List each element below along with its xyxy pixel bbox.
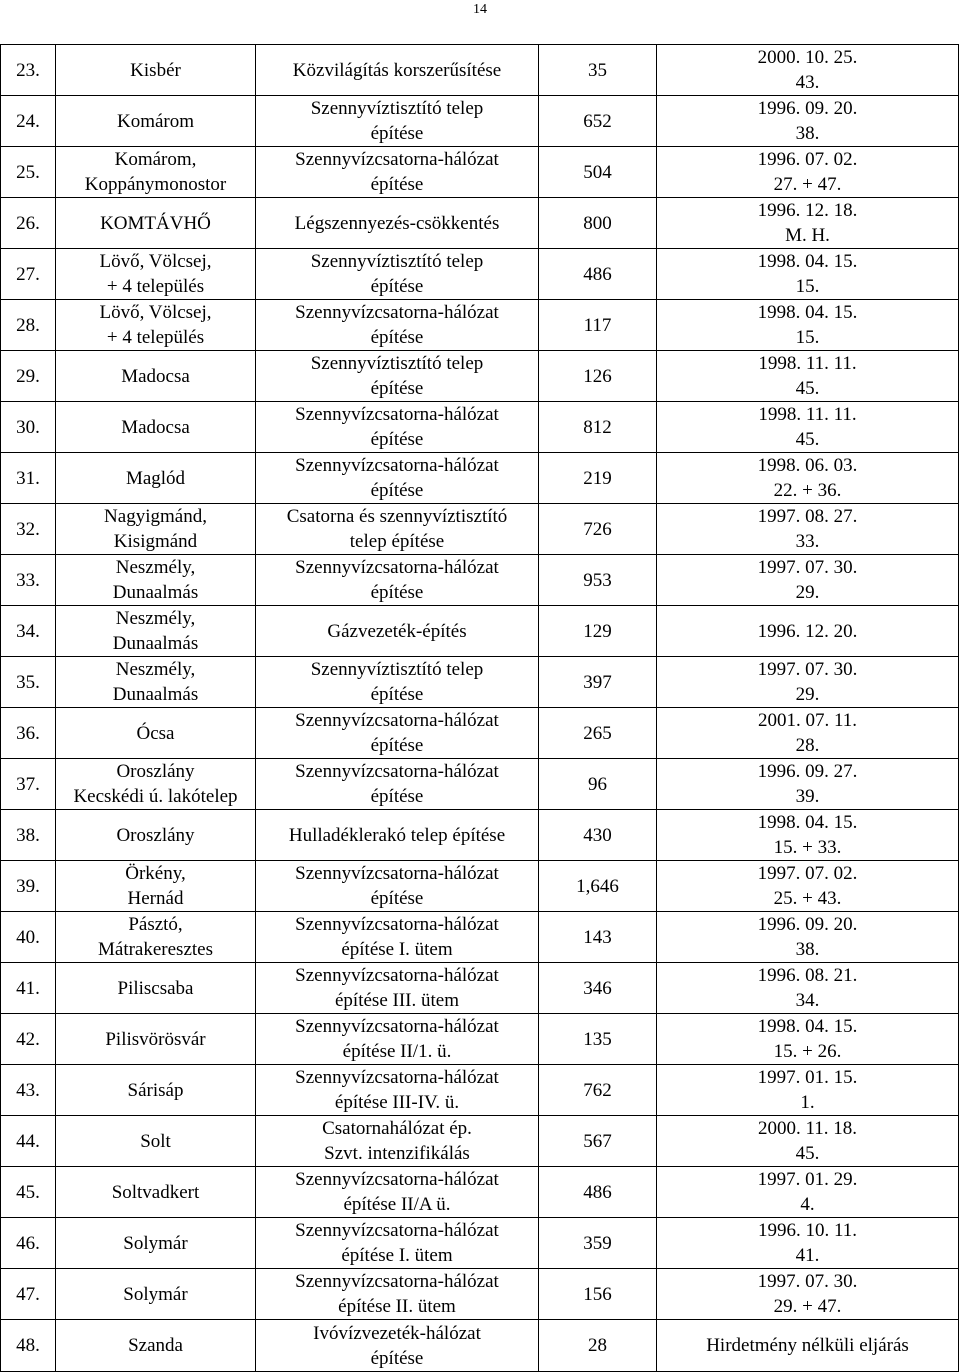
- project-name: Szennyvíztisztító telep építése: [256, 249, 539, 300]
- decision-date: 1996. 09. 27. 39.: [657, 759, 959, 810]
- decision-date: 1996. 09. 20. 38.: [657, 912, 959, 963]
- place-name: Lövő, Völcsej, + 4 település: [56, 300, 256, 351]
- table-row: [1, 708, 959, 759]
- place-name: Neszmély, Dunaalmás: [56, 606, 256, 657]
- table-row: [1, 198, 959, 249]
- amount-value: 96: [539, 759, 657, 810]
- table-row: [1, 1014, 959, 1065]
- table-row: [1, 1218, 959, 1269]
- page-number: 14: [473, 2, 487, 17]
- amount-value: 567: [539, 1116, 657, 1167]
- project-name: Szennyvíztisztító telep építése: [256, 351, 539, 402]
- decision-date: 1997. 08. 27. 33.: [657, 504, 959, 555]
- place-name: Nagyigmánd, Kisigmánd: [56, 504, 256, 555]
- table-row: [1, 912, 959, 963]
- decision-date: 1997. 07. 30. 29.: [657, 657, 959, 708]
- project-name: Szennyvízcsatorna-hálózat építése: [256, 555, 539, 606]
- place-name: Madocsa: [56, 402, 256, 453]
- amount-value: 117: [539, 300, 657, 351]
- place-name: Sárisáp: [56, 1065, 256, 1116]
- decision-date: 1996. 09. 20. 38.: [657, 96, 959, 147]
- project-name: Csatornahálózat ép. Szvt. intenzifikálás: [256, 1116, 539, 1167]
- decision-date: 1996. 08. 21. 34.: [657, 963, 959, 1014]
- row-number: 43.: [1, 1065, 56, 1116]
- amount-value: 156: [539, 1269, 657, 1320]
- row-number: 26.: [1, 198, 56, 249]
- amount-value: 265: [539, 708, 657, 759]
- table-row: [1, 504, 959, 555]
- decision-date: 1997. 01. 29. 4.: [657, 1167, 959, 1218]
- place-name: Maglód: [56, 453, 256, 504]
- decision-date: 1998. 11. 11. 45.: [657, 351, 959, 402]
- project-name: Szennyvízcsatorna-hálózat építése: [256, 300, 539, 351]
- amount-value: 28: [539, 1320, 657, 1372]
- project-name: Szennyvízcsatorna-hálózat építése II. ütem: [256, 1269, 539, 1320]
- project-name: Légszennyezés-csökkentés: [256, 198, 539, 249]
- amount-value: 504: [539, 147, 657, 198]
- place-name: Örkény, Hernád: [56, 861, 256, 912]
- decision-date: 1998. 06. 03. 22. + 36.: [657, 453, 959, 504]
- amount-value: 219: [539, 453, 657, 504]
- row-number: 41.: [1, 963, 56, 1014]
- row-number: 34.: [1, 606, 56, 657]
- decision-date: 2000. 11. 18. 45.: [657, 1116, 959, 1167]
- table-row: [1, 453, 959, 504]
- row-number: 33.: [1, 555, 56, 606]
- row-number: 42.: [1, 1014, 56, 1065]
- row-number: 47.: [1, 1269, 56, 1320]
- project-name: Szennyvíztisztító telep építése: [256, 96, 539, 147]
- row-number: 31.: [1, 453, 56, 504]
- table-row: [1, 45, 959, 96]
- project-name: Közvilágítás korszerűsítése: [256, 45, 539, 96]
- table-row: [1, 1116, 959, 1167]
- amount-value: 35: [539, 45, 657, 96]
- row-number: 25.: [1, 147, 56, 198]
- amount-value: 726: [539, 504, 657, 555]
- decision-date: 2000. 10. 25. 43.: [657, 45, 959, 96]
- place-name: Pilisvörösvár: [56, 1014, 256, 1065]
- table-row: [1, 300, 959, 351]
- row-number: 40.: [1, 912, 56, 963]
- amount-value: 486: [539, 1167, 657, 1218]
- amount-value: 126: [539, 351, 657, 402]
- table-row: [1, 96, 959, 147]
- place-name: Neszmély, Dunaalmás: [56, 657, 256, 708]
- decision-date: 1997. 07. 30. 29.: [657, 555, 959, 606]
- decision-date: 1998. 11. 11. 45.: [657, 402, 959, 453]
- place-name: Ócsa: [56, 708, 256, 759]
- project-name: Szennyvízcsatorna-hálózat építése II/A ü.: [256, 1167, 539, 1218]
- project-name: Szennyvízcsatorna-hálózat építése: [256, 759, 539, 810]
- decision-date: Hirdetmény nélküli eljárás: [657, 1320, 959, 1372]
- decision-date: 1998. 04. 15. 15. + 26.: [657, 1014, 959, 1065]
- place-name: Pásztó, Mátrakeresztes: [56, 912, 256, 963]
- row-number: 39.: [1, 861, 56, 912]
- table-row: [1, 759, 959, 810]
- project-name: Szennyvízcsatorna-hálózat építése: [256, 402, 539, 453]
- table-body: [1, 45, 959, 1372]
- table-row: [1, 810, 959, 861]
- project-table: [0, 44, 959, 1372]
- table-row: [1, 555, 959, 606]
- table-row: [1, 657, 959, 708]
- project-name: Hulladéklerakó telep építése: [256, 810, 539, 861]
- project-name: Szennyvízcsatorna-hálózat építése: [256, 708, 539, 759]
- place-name: Komárom, Koppánymonostor: [56, 147, 256, 198]
- place-name: Oroszlány: [56, 810, 256, 861]
- place-name: Madocsa: [56, 351, 256, 402]
- decision-date: 1996. 12. 18. M. H.: [657, 198, 959, 249]
- amount-value: 800: [539, 198, 657, 249]
- table-row: [1, 147, 959, 198]
- place-name: Kisbér: [56, 45, 256, 96]
- amount-value: 346: [539, 963, 657, 1014]
- table-row: [1, 1167, 959, 1218]
- place-name: Neszmély, Dunaalmás: [56, 555, 256, 606]
- amount-value: 135: [539, 1014, 657, 1065]
- amount-value: 953: [539, 555, 657, 606]
- amount-value: 762: [539, 1065, 657, 1116]
- place-name: Komárom: [56, 96, 256, 147]
- decision-date: 1997. 01. 15. 1.: [657, 1065, 959, 1116]
- place-name: Oroszlány Kecskédi ú. lakótelep: [56, 759, 256, 810]
- place-name: Szanda: [56, 1320, 256, 1372]
- amount-value: 359: [539, 1218, 657, 1269]
- amount-value: 143: [539, 912, 657, 963]
- row-number: 45.: [1, 1167, 56, 1218]
- place-name: Solymár: [56, 1269, 256, 1320]
- row-number: 46.: [1, 1218, 56, 1269]
- table-row: [1, 963, 959, 1014]
- row-number: 24.: [1, 96, 56, 147]
- decision-date: 1998. 04. 15. 15.: [657, 249, 959, 300]
- decision-date: 2001. 07. 11. 28.: [657, 708, 959, 759]
- decision-date: 1998. 04. 15. 15. + 33.: [657, 810, 959, 861]
- row-number: 30.: [1, 402, 56, 453]
- project-name: Szennyvízcsatorna-hálózat építése I. ütem: [256, 912, 539, 963]
- row-number: 23.: [1, 45, 56, 96]
- decision-date: 1997. 07. 02. 25. + 43.: [657, 861, 959, 912]
- amount-value: 486: [539, 249, 657, 300]
- table-row: [1, 351, 959, 402]
- project-name: Ivóvízvezeték-hálózat építése: [256, 1320, 539, 1372]
- amount-value: 652: [539, 96, 657, 147]
- place-name: Piliscsaba: [56, 963, 256, 1014]
- place-name: KOMTÁVHŐ: [56, 198, 256, 249]
- place-name: Solt: [56, 1116, 256, 1167]
- row-number: 38.: [1, 810, 56, 861]
- table-row: [1, 861, 959, 912]
- project-name: Szennyvízcsatorna-hálózat építése I. ütem: [256, 1218, 539, 1269]
- project-name: Szennyvíztisztító telep építése: [256, 657, 539, 708]
- table-row: [1, 1320, 959, 1372]
- place-name: Lövő, Völcsej, + 4 település: [56, 249, 256, 300]
- decision-date: 1996. 12. 20.: [657, 606, 959, 657]
- decision-date: 1996. 07. 02. 27. + 47.: [657, 147, 959, 198]
- table-row: [1, 606, 959, 657]
- row-number: 28.: [1, 300, 56, 351]
- table-row: [1, 1269, 959, 1320]
- amount-value: 397: [539, 657, 657, 708]
- row-number: 27.: [1, 249, 56, 300]
- row-number: 32.: [1, 504, 56, 555]
- decision-date: 1996. 10. 11. 41.: [657, 1218, 959, 1269]
- project-name: Szennyvízcsatorna-hálózat építése: [256, 453, 539, 504]
- row-number: 36.: [1, 708, 56, 759]
- table-row: [1, 1065, 959, 1116]
- amount-value: 812: [539, 402, 657, 453]
- place-name: Solymár: [56, 1218, 256, 1269]
- row-number: 37.: [1, 759, 56, 810]
- project-name: Gázvezeték-építés: [256, 606, 539, 657]
- project-name: Szennyvízcsatorna-hálózat építése II/1. ü.: [256, 1014, 539, 1065]
- row-number: 48.: [1, 1320, 56, 1372]
- project-name: Szennyvízcsatorna-hálózat építése III-IV. ü.: [256, 1065, 539, 1116]
- decision-date: 1998. 04. 15. 15.: [657, 300, 959, 351]
- amount-value: 129: [539, 606, 657, 657]
- project-name: Szennyvízcsatorna-hálózat építése III. ütem: [256, 963, 539, 1014]
- amount-value: 430: [539, 810, 657, 861]
- decision-date: 1997. 07. 30. 29. + 47.: [657, 1269, 959, 1320]
- place-name: Soltvadkert: [56, 1167, 256, 1218]
- row-number: 35.: [1, 657, 56, 708]
- table-row: [1, 402, 959, 453]
- row-number: 44.: [1, 1116, 56, 1167]
- project-name: Szennyvízcsatorna-hálózat építése: [256, 861, 539, 912]
- project-name: Szennyvízcsatorna-hálózat építése: [256, 147, 539, 198]
- amount-value: 1,646: [539, 861, 657, 912]
- project-name: Csatorna és szennyvíztisztító telep építése: [256, 504, 539, 555]
- row-number: 29.: [1, 351, 56, 402]
- table-row: [1, 249, 959, 300]
